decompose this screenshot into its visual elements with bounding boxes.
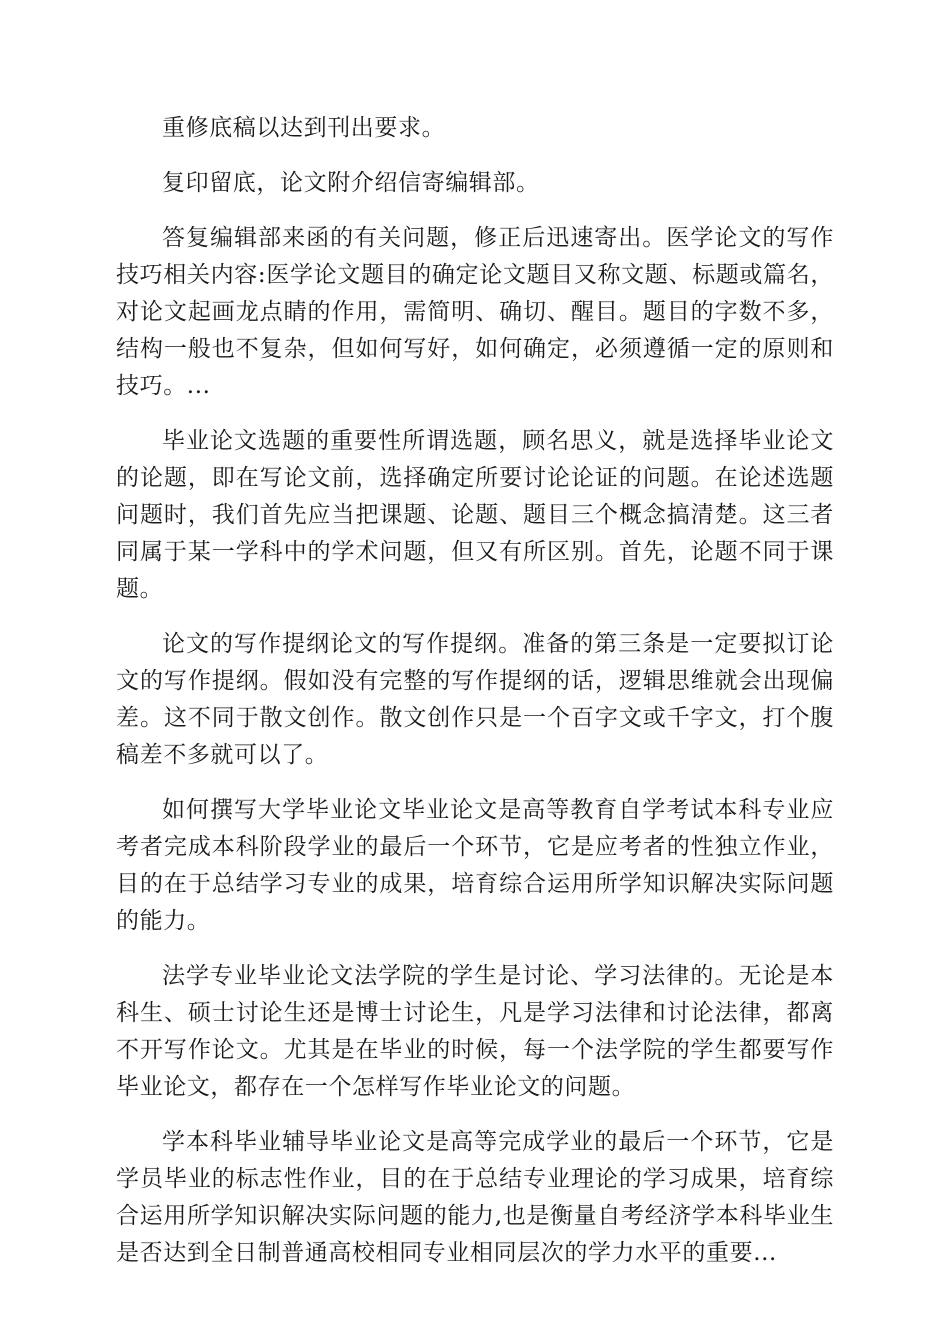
document-body <box>116 110 834 1290</box>
paragraph: 学本科毕业辅导毕业论文是高等完成学业的最后一个环节，它是学员毕业的标志性作业，目的在于总结专业理论的学习成果，培育综合运用所学知识解决实际问题的能力,也是衡量自考经济学本科毕业生是否达到全日制普通高校相同专业相同层次的学力水平的重要... <box>116 1129 834 1266</box>
paragraph: 复印留底，论文附介绍信寄编辑部。 <box>162 170 540 196</box>
paragraph: 毕业论文选题的重要性所谓选题，顾名思义，就是选择毕业论文的论题，即在写论文前，选择确定所要讨论论证的问题。在论述选题问题时，我们首先应当把课题、论题、题目三个概念搞清楚。这三者同属于某一学科中的学术问题，但又有所区别。首先，论题不同于课题。 <box>116 428 834 602</box>
paragraph: 重修底稿以达到刊出要求。 <box>162 115 446 141</box>
paragraph: 答复编辑部来函的有关问题，修正后迅速寄出。医学论文的写作技巧相关内容:医学论文题目的确定论文题目又称文题、标题或篇名，对论文起画龙点睛的作用，需简明、确切、醒目。题目的字数不多，结构一般也不复杂，但如何写好，如何确定，必须遵循一定的原则和技巧。... <box>116 225 834 399</box>
paragraph: 法学专业毕业论文法学院的学生是讨论、学习法律的。无论是本科生、硕士讨论生还是博士讨论生，凡是学习法律和讨论法律，都离不开写作论文。尤其是在毕业的时候，每一个法学院的学生都要写作毕业论文，都存在一个怎样写作毕业论文的问题。 <box>116 963 834 1100</box>
paragraph: 如何撰写大学毕业论文毕业论文是高等教育自学考试本科专业应考者完成本科阶段学业的最后一个环节，它是应考者的性独立作业，目的在于总结学习专业的成果，培育综合运用所学知识解决实际问题的能力。 <box>116 797 834 934</box>
paragraph: 论文的写作提纲论文的写作提纲。准备的第三条是一定要拟订论文的写作提纲。假如没有完整的写作提纲的话，逻辑思维就会出现偏差。这不同于散文创作。散文创作只是一个百字文或千字文，打个腹稿差不多就可以了。 <box>116 631 834 768</box>
